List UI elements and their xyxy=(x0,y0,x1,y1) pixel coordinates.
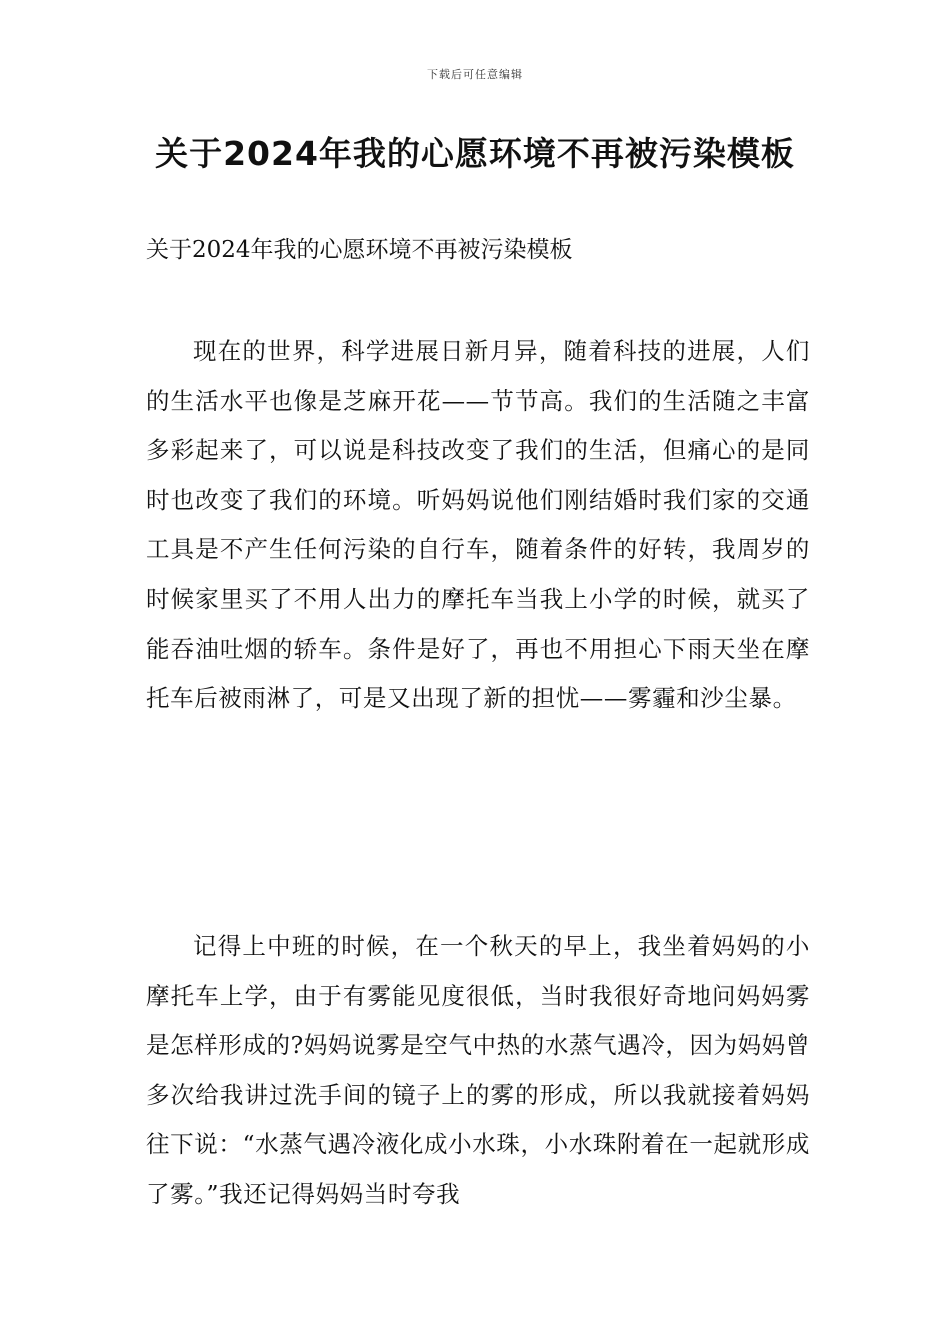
body-paragraph-1: 现在的世界，科学进展日新月异，随着科技的进展，人们的生活水平也像是芝麻开花——节节高。我们的生活随之丰富多彩起来了，可以说是科技改变了我们的生活，但痛心的是同时也改变了我们的环境。听妈妈说他们刚结婚时我们家的交通工具是不产生任何污染的自行车，随着条件的好转，我周岁的时候家里买了不用人出力的摩托车当我上小学的时候，就买了能吞油吐烟的轿车。条件是好了，再也不用担心下雨天坐在摩托车后被雨淋了，可是又出现了新的担忧——雾霾和沙尘暴。 xyxy=(146,337,810,713)
header-note: 下载后可任意编辑 xyxy=(427,68,523,81)
document-title: 关于2024年我的心愿环境不再被污染模板 xyxy=(155,134,795,173)
document-subtitle: 关于2024年我的心愿环境不再被污染模板 xyxy=(146,237,573,263)
body-paragraph-2: 记得上中班的时候，在一个秋天的早上，我坐着妈妈的小摩托车上学，由于有雾能见度很低，当时我很好奇地问妈妈雾是怎样形成的?妈妈说雾是空气中热的水蒸气遇冷，因为妈妈曾多次给我讲过洗手间的镜子上的雾的形成，所以我就接着妈妈往下说：“水蒸气遇冷液化成小水珠，小水珠附着在一起就形成了雾。”我还记得妈妈当时夸我 xyxy=(146,932,810,1208)
